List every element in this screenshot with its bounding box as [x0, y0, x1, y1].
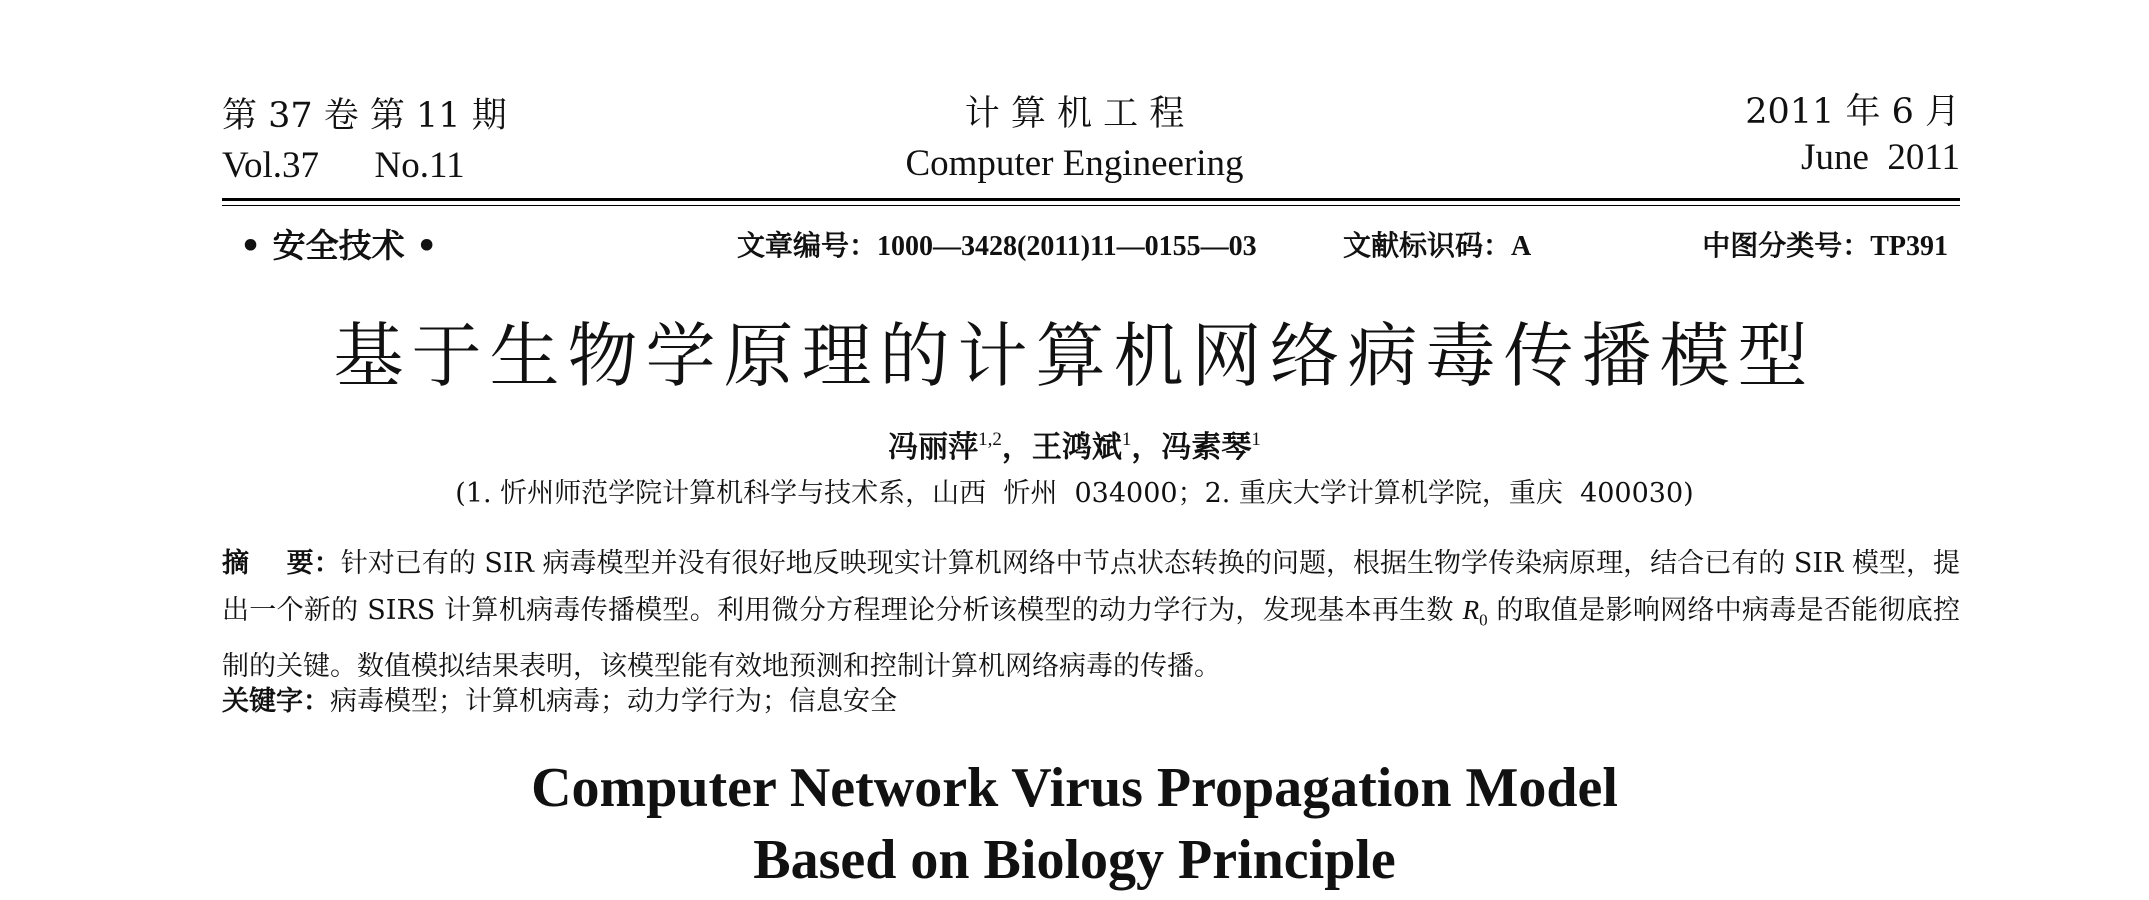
- author-2: 王鸿斌$^1$，: [1031, 429, 1162, 465]
- issue-date-en: June 2011: [1801, 137, 1960, 178]
- abstract-text-1: 针对已有的 SIR 病毒模型并没有很好地反映现实计算机网络中节点状态转换的问题，根据生物学传染病原理，结合已有的 SIR 模型，提出一个新的 SIRS 计算机病毒传播模型。利用微分方程理论分析该模型的动力学行为，发现基本再生数: [222, 548, 1960, 626]
- author-3: 冯素琴$^1$: [1161, 429, 1261, 465]
- journal-name-en: Computer Engineering: [905, 143, 1244, 184]
- journal-name-cn: 计 算 机 工 程: [964, 94, 1185, 134]
- author-list: [0, 420, 2149, 468]
- paper-title-en: [0, 752, 2149, 896]
- keywords-label: 关键字：: [222, 686, 330, 717]
- paper-title-en-line2: Based on Biology Principle: [753, 829, 1396, 891]
- article-number: [737, 228, 1257, 265]
- keywords: [222, 680, 1960, 724]
- issue-date-cn: 2011 年 6 月: [1745, 92, 1960, 132]
- author-1: 冯丽萍$^{1,2}$，: [888, 429, 1032, 465]
- paper-title-cn: 基于生物学原理的计算机网络病毒传播模型: [333, 315, 1816, 397]
- section-label: • 安全技术 •: [240, 226, 438, 265]
- volume-issue-en: Vol.37 No.11: [222, 145, 465, 186]
- article-number-value: 1000—3428(2011)11—0155—03: [877, 231, 1257, 262]
- document-code-value: A: [1511, 231, 1532, 262]
- document-code-label: 文献标识码：: [1343, 229, 1512, 262]
- paper-title-en-line1: Computer Network Virus Propagation Model: [531, 757, 1618, 819]
- header-rule-thin: [222, 205, 1960, 206]
- document-code: [1343, 228, 1531, 265]
- abstract-text-2: 的取值是影响网络中病毒是否能彻底控制的关键。数值模拟结果表明，该模型能有效地预测和控制计算机网络病毒的传播。: [222, 595, 1960, 683]
- article-number-label: 文章编号：: [737, 229, 878, 262]
- clc-number-label: 中图分类号：: [1702, 229, 1871, 262]
- clc-number: [1702, 228, 1948, 265]
- volume-issue-cn: 第 37 卷 第 11 期: [222, 96, 507, 136]
- clc-number-value: TP391: [1870, 231, 1948, 262]
- keywords-text: 病毒模型；计算机病毒；动力学行为；信息安全: [330, 686, 897, 717]
- r0-symbol: $R_0$: [1462, 595, 1488, 630]
- abstract-label: 摘 要：: [222, 548, 341, 579]
- author-affiliation: (1. 忻州师范学院计算机科学与技术系，山西 忻州 034000；2. 重庆大学计算机学院，重庆 400030): [455, 478, 1694, 509]
- abstract: [222, 540, 1960, 690]
- header-rule-thick: [222, 198, 1960, 201]
